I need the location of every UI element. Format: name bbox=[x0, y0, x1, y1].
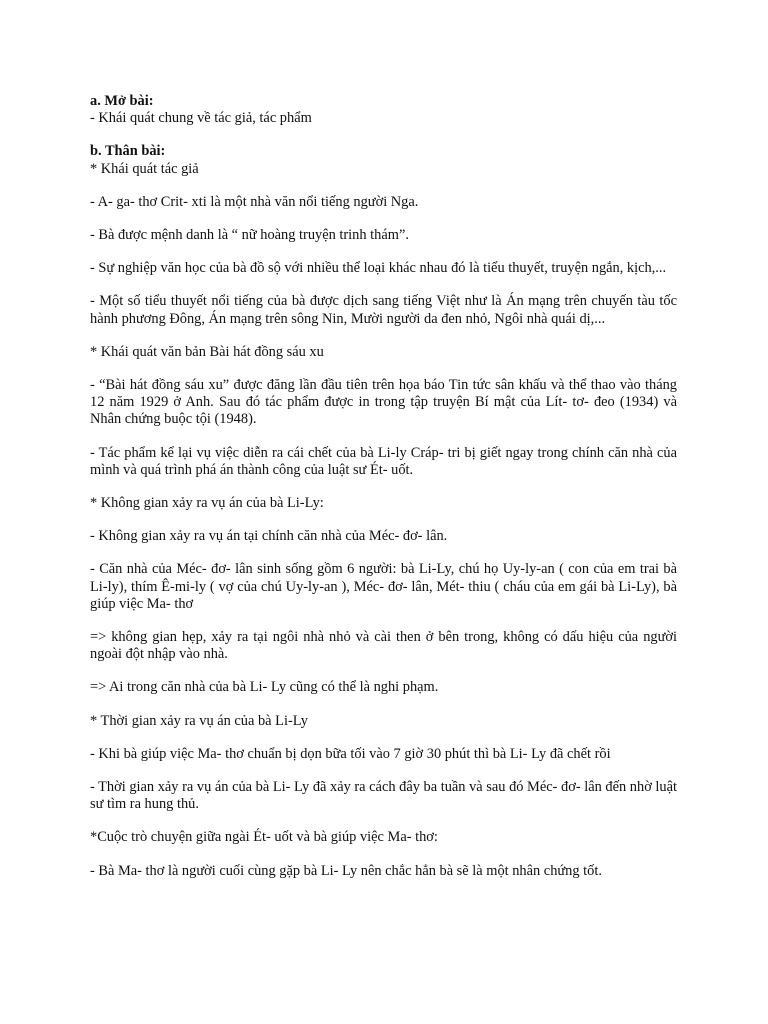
paragraph: - Căn nhà của Méc- đơ- lân sinh sống gồm 6 người: bà Li-Ly, chú họ Uy-ly-an ( con của em trai bà Li-ly), thím Ê-mi-ly ( vợ của chú Uy-ly-an ), Méc- đơ- lân, Mét- thiu ( cháu của em gái bà Li-Ly), bà giúp việc Ma- thơ bbox=[90, 561, 677, 612]
section-a bbox=[90, 93, 677, 127]
paragraph: => không gian hẹp, xảy ra tại ngôi nhà nhỏ và cài then ở bên trong, không có dấu hiệu của người ngoài đột nhập vào nhà. bbox=[90, 629, 677, 663]
subheading: *Cuộc trò chuyện giữa ngài Ét- uốt và bà giúp việc Ma- thơ: bbox=[90, 829, 438, 846]
section-b bbox=[90, 143, 677, 177]
paragraph: - Thời gian xảy ra vụ án của bà Li- Ly đã xảy ra cách đây ba tuần và sau đó Méc- đơ- lân đến nhờ luật sư tìm ra hung thủ. bbox=[90, 779, 677, 813]
paragraph: => Ai trong căn nhà của bà Li- Ly cũng có thể là nghi phạm. bbox=[90, 679, 439, 696]
paragraph: - Khi bà giúp việc Ma- thơ chuẩn bị dọn bữa tối vào 7 giờ 30 phút thì bà Li- Ly đã chết rồi bbox=[90, 745, 611, 762]
section-a-heading: a. Mở bài: bbox=[90, 93, 154, 109]
subheading: * Khái quát văn bản Bài hát đồng sáu xu bbox=[90, 343, 324, 360]
paragraph: - Bà Ma- thơ là người cuối cùng gặp bà Li- Ly nên chắc hẳn bà sẽ là một nhân chứng tốt. bbox=[90, 862, 602, 879]
paragraph: - Một số tiểu thuyết nổi tiếng của bà được dịch sang tiếng Việt như là Án mạng trên chuyến tàu tốc hành phương Đông, Án mạng trên sông Nin, Mười người da đen nhỏ, Ngôi nhà quái dị,... bbox=[90, 293, 677, 327]
paragraph: - Tác phẩm kể lại vụ việc diễn ra cái chết của bà Li-ly Cráp- tri bị giết ngay trong chính căn nhà của mình và quá trình phá án thành công của luật sư Ét- uốt. bbox=[90, 444, 677, 478]
paragraph: - Không gian xảy ra vụ án tại chính căn nhà của Méc- đơ- lân. bbox=[90, 528, 448, 545]
section-b-heading: b. Thân bài: bbox=[90, 143, 166, 160]
paragraph: - Sự nghiệp văn học của bà đồ sộ với nhiều thể loại khác nhau đó là tiểu thuyết, truyện ngắn, kịch,... bbox=[90, 260, 667, 277]
subheading: * Thời gian xảy ra vụ án của bà Li-Ly bbox=[90, 712, 308, 729]
subheading: * Không gian xảy ra vụ án của bà Li-Ly: bbox=[90, 495, 324, 512]
document-page bbox=[90, 93, 677, 880]
paragraph: - Bà được mệnh danh là “ nữ hoàng truyện trinh thám”. bbox=[90, 227, 409, 244]
section-b-subheading: * Khái quát tác giả bbox=[90, 160, 199, 177]
section-a-line: - Khái quát chung về tác giả, tác phẩm bbox=[90, 110, 312, 127]
paragraph: - “Bài hát đồng sáu xu” được đăng lần đầu tiên trên họa báo Tin tức sân khấu và thể thao vào tháng 12 năm 1929 ở Anh. Sau đó tác phẩm được in trong tập truyện Bí mật của Lít- tơ- đeo (1934) và Nhân chứng buộc tội (1948). bbox=[90, 377, 677, 428]
paragraph: - A- ga- thơ Crit- xti là một nhà văn nổi tiếng người Nga. bbox=[90, 193, 419, 210]
